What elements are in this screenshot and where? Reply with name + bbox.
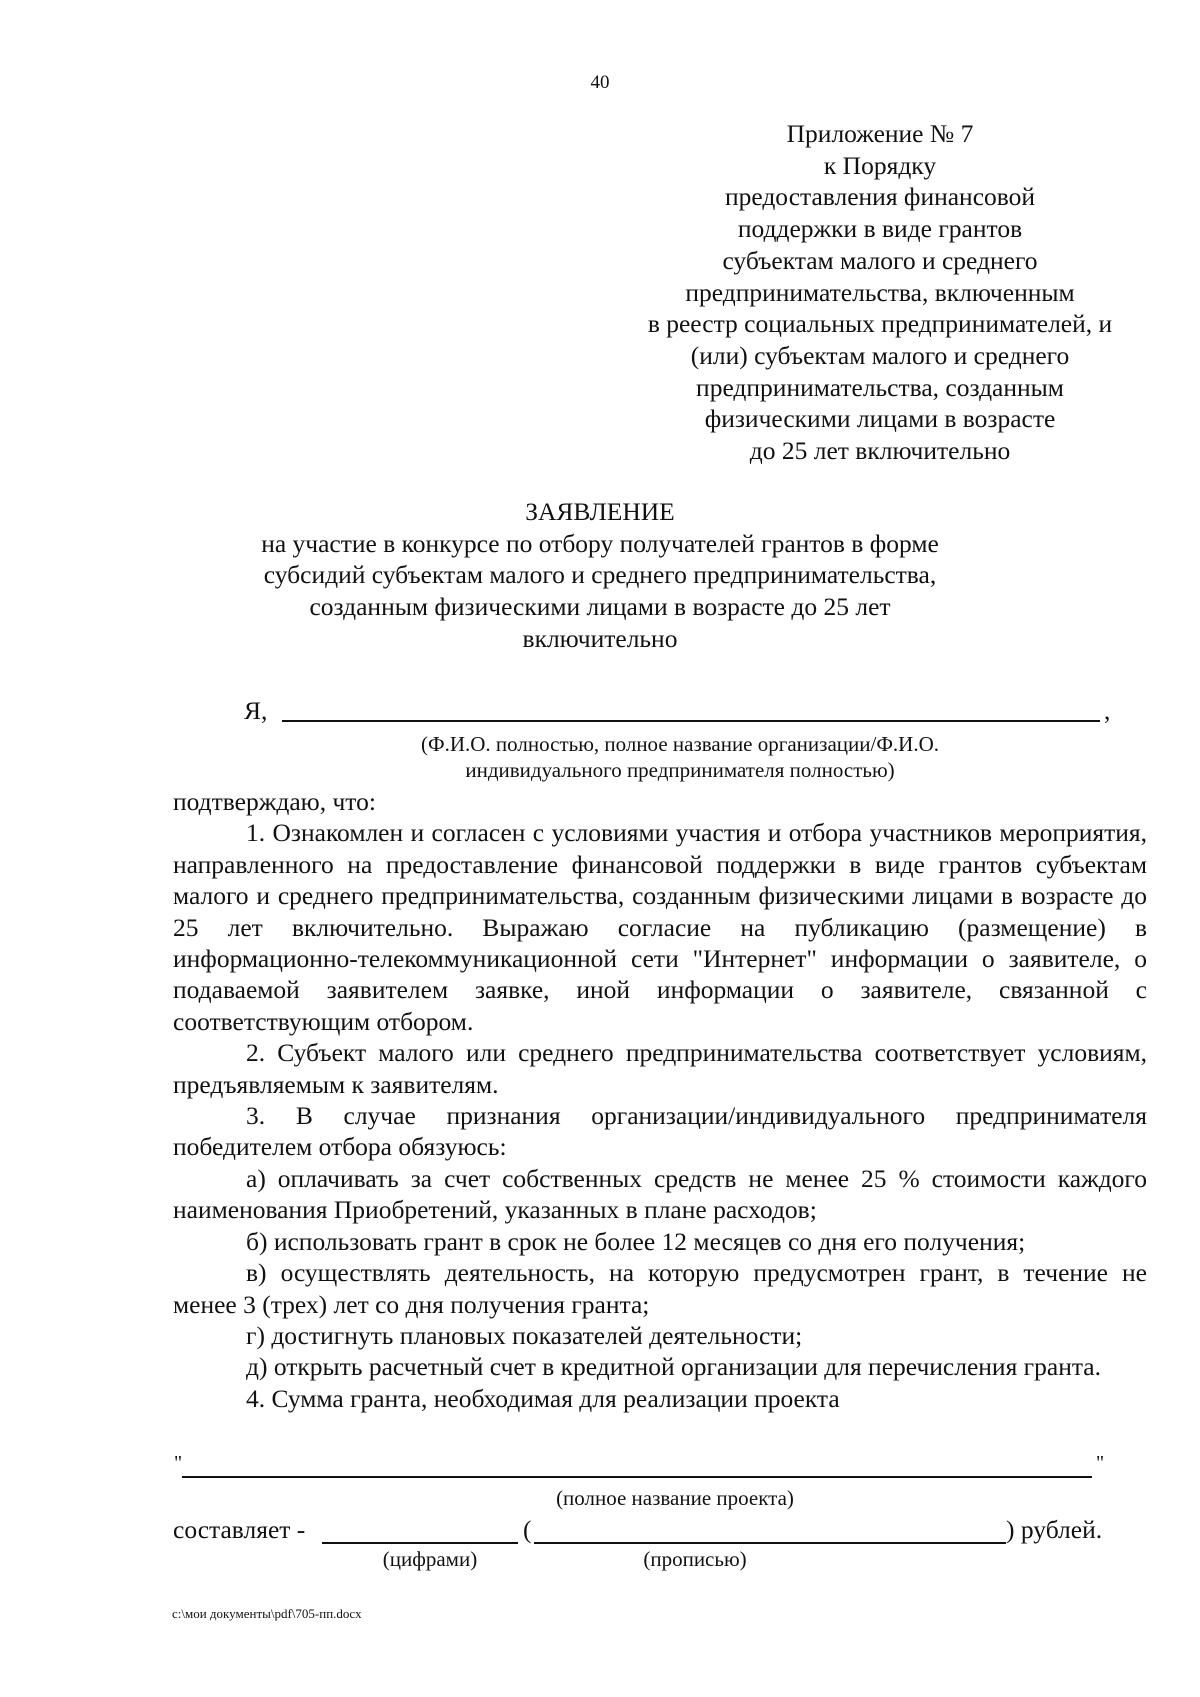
paragraph-3d: г) достигнуть плановых показателей деятельности; xyxy=(246,1320,803,1350)
amount-paren-open: ( xyxy=(523,1515,532,1544)
subtitle-line: созданным физическими лицами в возрасте до 25 лет xyxy=(309,592,891,622)
amount-prefix: составляет - xyxy=(173,1515,306,1544)
paragraph-4: 4. Сумма гранта, необходимая для реализации проекта xyxy=(246,1383,840,1413)
paragraph-1: 1. Ознакомлен и согласен с условиями участия и отбора участников мероприятия, направленного на предоставление финансовой поддержки в виде грантов субъектам малого и среднего предпринимательства, созданным физическими лицами в возрасте до 25 лет включительно. Выражаю согласие на публикацию (размещение) в информационно-телекоммуникационной сети "Интернет" информации о заявителе, о подаваемой заявителем заявке, иной информации о заявителе, связанной с соответствующим отбором. xyxy=(173,818,1147,1036)
appendix-line: предпринимательства, включенным xyxy=(685,277,1075,307)
amount-suffix: ) рублей. xyxy=(1006,1515,1103,1544)
project-caption: (полное название проекта) xyxy=(556,1486,794,1510)
page-number: 40 xyxy=(590,72,610,93)
footer-file-path: c:\мои документы\pdf\705-пп.docx xyxy=(172,1606,362,1621)
applicant-name-field[interactable] xyxy=(282,700,1100,722)
appendix-line: поддержки в виде грантов xyxy=(737,214,1023,244)
paragraph-3c: в) осуществлять деятельность, на которую предусмотрен грант, в течение не менее 3 (трех) лет со дня получения гранта; xyxy=(173,1258,1147,1319)
subtitle-line: субсидий субъектам малого и среднего предпринимательства, xyxy=(263,560,937,590)
appendix-block xyxy=(610,118,1150,467)
appendix-line: (или) субъектам малого и среднего xyxy=(690,340,1070,370)
paragraph-3e: д) открыть расчетный счет в кредитной организации для перечисления гранта. xyxy=(246,1352,1101,1382)
paragraph-3b: б) использовать грант в срок не более 12 месяцев со дня его получения; xyxy=(246,1226,1026,1256)
applicant-caption-line2: индивидуального предпринимателя полностью) xyxy=(465,758,895,782)
document-title-block xyxy=(0,496,1200,655)
applicant-prefix: Я, xyxy=(244,696,268,725)
statement-body xyxy=(173,786,1147,1414)
appendix-line: к Порядку xyxy=(823,150,937,180)
project-name-field[interactable] xyxy=(182,1458,1092,1478)
applicant-suffix: , xyxy=(1104,696,1111,725)
appendix-line: предпринимательства, созданным xyxy=(696,372,1064,402)
digits-caption: (цифрами) xyxy=(382,1547,478,1571)
appendix-line: Приложение № 7 xyxy=(786,119,974,148)
project-quote-open: " xyxy=(174,1452,183,1474)
appendix-line: до 25 лет включительно xyxy=(749,436,1011,466)
paragraph-3a: а) оплачивать за счет собственных средств не менее 25 % стоимости каждого наименования Приобретений, указанных в плане расходов; xyxy=(173,1163,1147,1225)
appendix-line: субъектам малого и среднего xyxy=(722,245,1038,275)
appendix-line: физическими лицами в возрасте xyxy=(704,404,1056,434)
paragraph-2: 2. Субъект малого или среднего предпринимательства соответствует условиям, предъявляемым к заявителям. xyxy=(173,1038,1147,1099)
amount-words-field[interactable] xyxy=(534,1522,1006,1544)
appendix-line: предоставления финансовой xyxy=(724,182,1036,212)
amount-digits-field[interactable] xyxy=(322,1522,518,1544)
project-quote-close: " xyxy=(1096,1452,1105,1474)
subtitle-line: на участие в конкурсе по отбору получателей грантов в форме xyxy=(261,528,939,558)
document-title: ЗАЯВЛЕНИЕ xyxy=(525,497,675,526)
paragraph-3: 3. В случае признания организации/индивидуального предпринимателя победителем отбора обязуюсь: xyxy=(173,1101,1147,1162)
words-caption: (прописью) xyxy=(643,1547,747,1571)
appendix-line: в реестр социальных предпринимателей, и xyxy=(647,309,1113,339)
applicant-caption-line1: (Ф.И.О. полностью, полное название организации/Ф.И.О. xyxy=(421,732,939,756)
confirm-line: подтверждаю, что: xyxy=(173,787,376,816)
subtitle-line: включительно xyxy=(522,623,678,653)
